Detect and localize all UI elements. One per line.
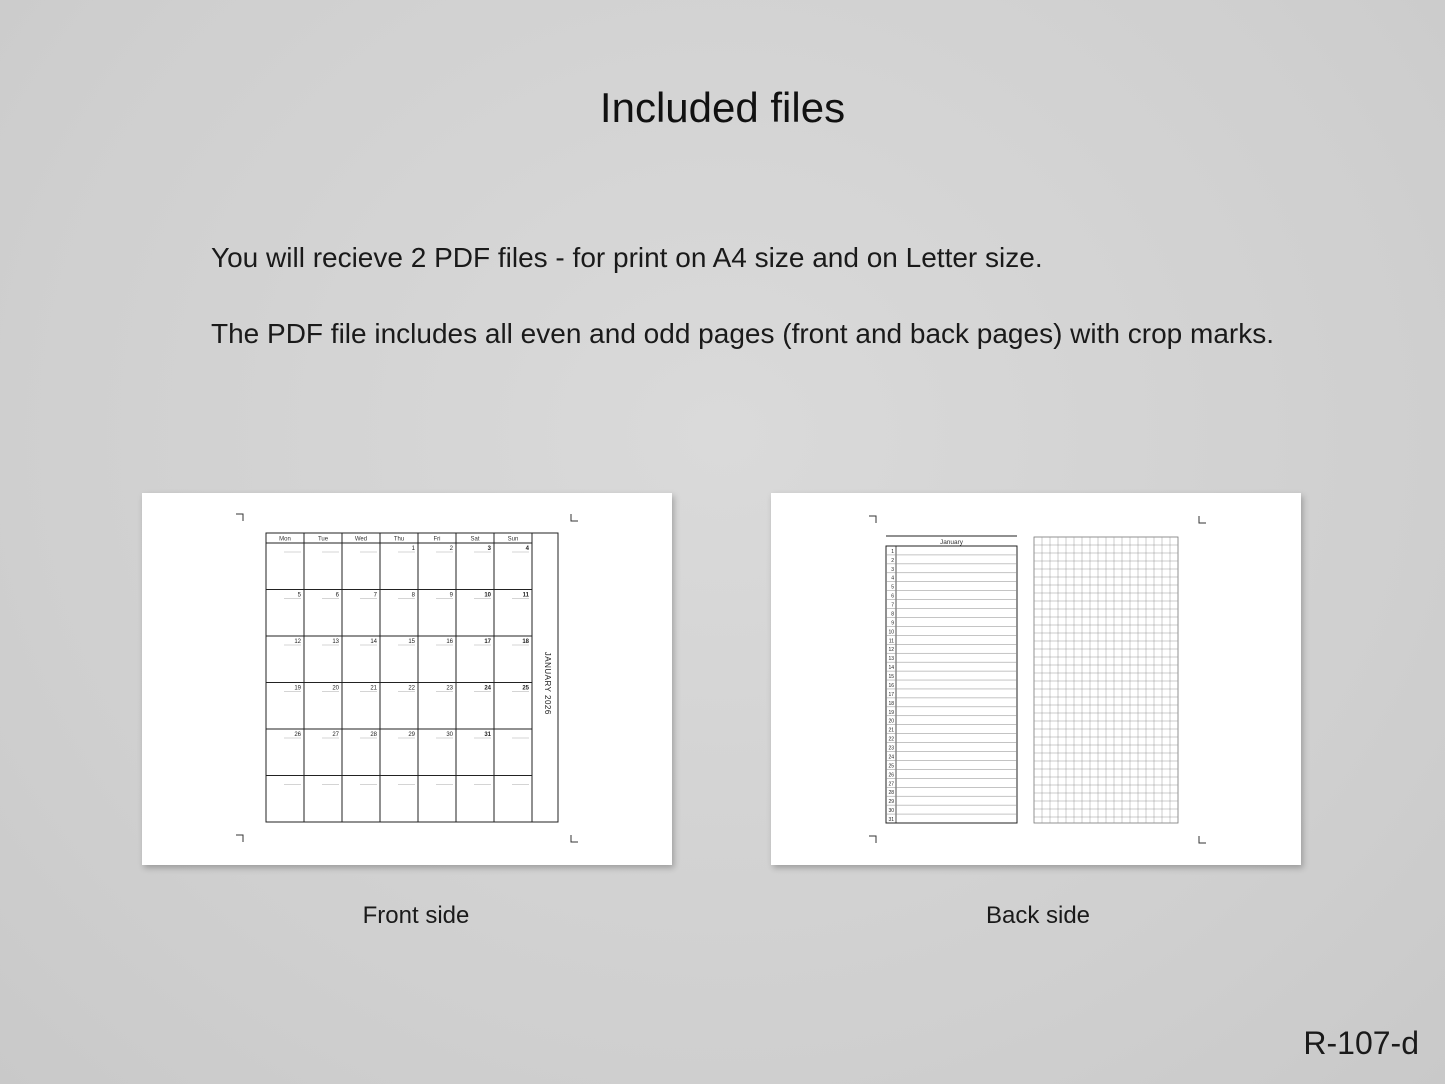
day-number: 1 (411, 546, 415, 552)
day-number: 7 (891, 602, 894, 609)
day-number: 29 (408, 732, 415, 738)
crop-mark (571, 835, 578, 842)
day-number: 3 (487, 546, 491, 552)
day-number: 19 (294, 685, 301, 692)
day-number: 3 (891, 566, 894, 573)
day-number: 6 (335, 592, 339, 599)
crop-mark (571, 514, 578, 521)
day-number: 26 (888, 772, 894, 779)
weekday-label: Sun (507, 536, 519, 543)
crop-mark (236, 514, 243, 521)
day-number: 18 (888, 700, 894, 707)
day-number: 2 (891, 557, 894, 564)
day-number: 15 (408, 639, 415, 645)
day-number: 12 (294, 639, 301, 645)
day-number: 8 (891, 611, 894, 618)
crop-mark (869, 516, 876, 523)
month-label: JANUARY 2026 (543, 651, 552, 715)
day-number: 16 (888, 682, 894, 689)
day-number: 2 (449, 546, 453, 552)
day-number: 16 (446, 639, 453, 645)
day-number: 9 (449, 592, 453, 599)
day-number: 5 (891, 584, 894, 591)
weekday-label: Thu (393, 536, 405, 543)
day-number: 27 (888, 781, 894, 788)
weekday-label: Mon (279, 536, 291, 543)
day-number: 21 (888, 727, 894, 734)
front-calendar-graphic (142, 493, 672, 865)
product-code: R-107-d (1303, 1025, 1419, 1061)
day-number: 20 (332, 685, 339, 692)
day-number: 24 (888, 754, 894, 761)
day-number: 10 (484, 592, 491, 599)
day-number: 19 (888, 709, 894, 716)
day-number: 6 (891, 593, 894, 600)
day-number: 18 (522, 639, 529, 645)
weekday-label: Wed (354, 536, 368, 543)
day-number: 8 (411, 592, 415, 599)
day-number: 24 (484, 685, 491, 692)
day-number: 5 (297, 592, 301, 599)
front-side-caption: Front side (362, 902, 470, 929)
day-number: 14 (888, 665, 894, 672)
day-number: 22 (408, 685, 415, 692)
day-number: 25 (522, 685, 529, 692)
day-number: 21 (370, 685, 377, 692)
description-line-1: You will recieve 2 PDF files - for print on A4 size and on Letter size. (211, 242, 1043, 273)
crop-mark (869, 836, 876, 843)
weekday-label: Sat (470, 536, 480, 543)
day-number: 25 (888, 763, 894, 770)
day-number: 12 (888, 647, 894, 654)
day-number: 4 (525, 546, 529, 552)
crop-mark (236, 835, 243, 842)
day-number: 30 (888, 808, 894, 815)
front-page-preview (142, 493, 672, 865)
day-number: 28 (370, 732, 377, 738)
day-number: 26 (294, 732, 301, 738)
day-number: 7 (373, 592, 377, 599)
description-line-2: The PDF file includes all even and odd pages (front and back pages) with crop marks. (211, 318, 1275, 349)
day-number: 28 (888, 790, 894, 797)
weekday-label: Tue (317, 536, 329, 543)
back-page-preview (771, 493, 1301, 865)
day-number: 11 (522, 592, 529, 599)
day-number: 1 (891, 548, 894, 555)
day-number: 13 (888, 656, 894, 663)
weekday-label: Fri (433, 536, 441, 543)
day-number: 15 (888, 674, 894, 681)
day-number: 31 (484, 732, 491, 738)
day-number: 30 (446, 732, 453, 738)
day-number: 17 (888, 691, 894, 698)
back-notes-graphic (771, 493, 1301, 865)
month-header: January (939, 539, 964, 546)
day-number: 29 (888, 799, 894, 806)
day-number: 13 (332, 639, 339, 645)
crop-mark (1199, 836, 1206, 843)
day-number: 10 (888, 629, 894, 636)
crop-mark (1199, 516, 1206, 523)
day-number: 31 (888, 817, 894, 823)
day-number: 22 (888, 736, 894, 743)
day-number: 9 (891, 620, 894, 627)
day-number: 27 (332, 732, 339, 738)
back-side-caption: Back side (985, 902, 1091, 929)
day-number: 23 (446, 685, 453, 692)
day-list-frame (886, 546, 1017, 823)
day-number: 17 (484, 639, 491, 645)
day-number: 14 (370, 639, 377, 645)
day-number: 4 (891, 575, 894, 582)
day-number: 20 (888, 718, 894, 725)
page-title: Included files (599, 84, 846, 131)
calendar-frame (266, 533, 558, 822)
day-number: 23 (888, 745, 894, 752)
day-number: 11 (888, 638, 894, 645)
